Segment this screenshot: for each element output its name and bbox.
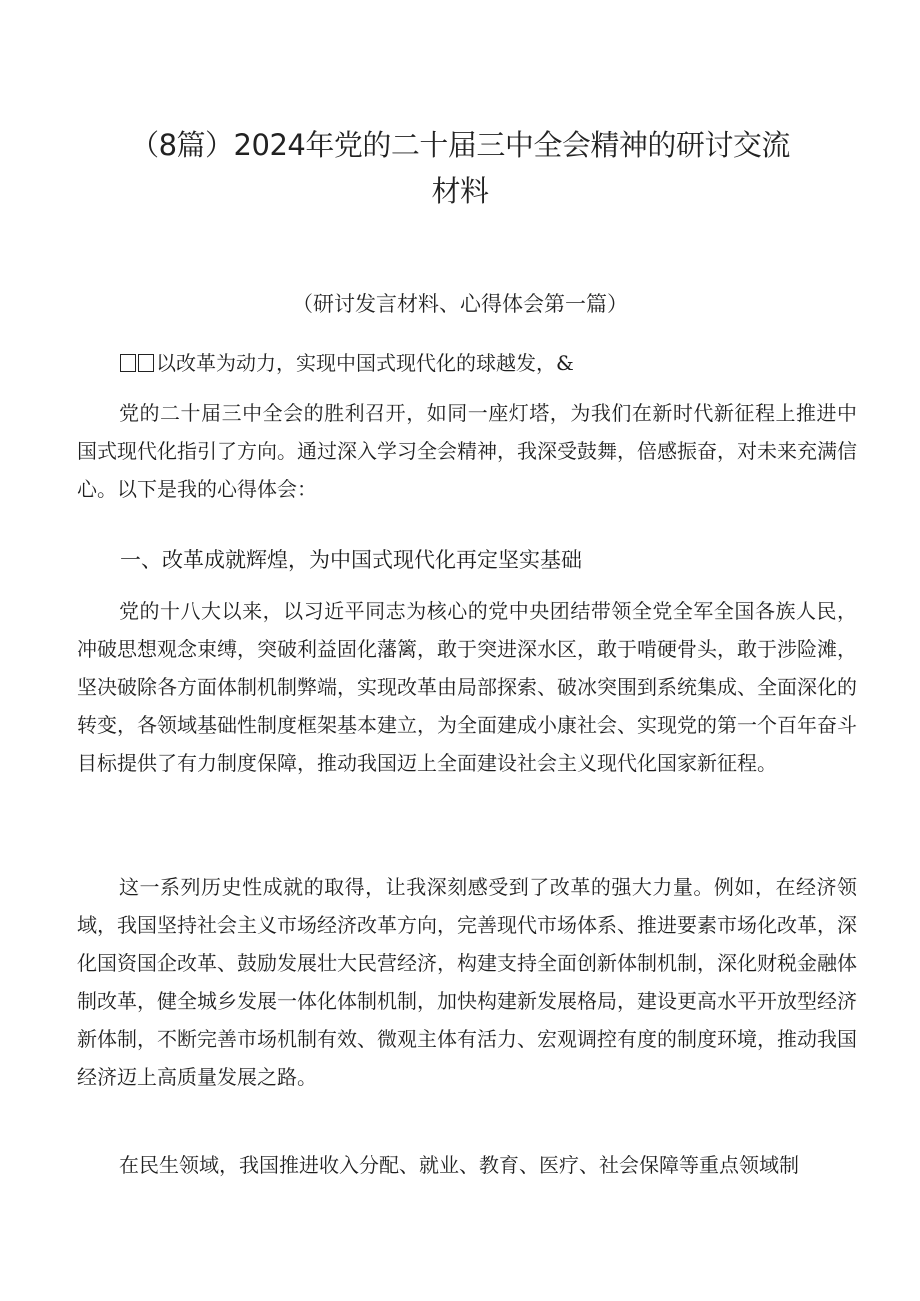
title-line-2: 材料 <box>431 174 489 208</box>
missing-glyph-boxes <box>120 347 156 383</box>
paragraph-3: 这一系列历史性成就的取得，让我深刻感受到了改革的强大力量。例如，在经济领域，我国坚持社会主义市场经济改革方向，完善现代市场体系、推进要素市场化改革，深化国资国企改革、鼓励发展壮大民营经济，构建支持全面创新体制机制，深化财税金融体制改革，健全城乡发展一体化体制机制，加快构建新发展格局，建设更高水平开放型经济新体制，不断完善市场机制有效、微观主体有活力、宏观调控有度的制度环境，推动我国经济迈上高质量发展之路。 <box>77 875 857 1089</box>
section-heading-1: 一、改革成就辉煌，为中国式现代化再定坚实基础 <box>120 548 582 572</box>
paragraph-1: 党的二十届三中全会的胜利召开，如同一座灯塔，为我们在新时代新征程上推进中国式现代化指引了方向。通过深入学习全会精神，我深受鼓舞，倍感振奋，对未来充满信心。以下是我的心得体会： <box>77 401 857 501</box>
intro-line <box>120 345 574 383</box>
title-line-1: （8篇）2024年党的二十届三中全会精神的研讨交流 <box>130 128 790 162</box>
intro-line-text: 以改革为动力，实现中国式现代化的球越发，& <box>156 351 574 375</box>
paragraph-2: 党的十八大以来，以习近平同志为核心的党中央团结带领全党全军全国各族人民，冲破思想观念束缚，突破利益固化藩篱，敢于突进深水区，敢于啃硬骨头，敢于涉险滩，坚决破除各方面体制机制弊端，实现改革由局部探索、破冰突围到系统集成、全面深化的转变，各领域基础性制度框架基本建立，为全面建成小康社会、实现党的第一个百年奋斗目标提供了有力制度保障，推动我国迈上全面建设社会主义现代化国家新征程。 <box>77 599 857 775</box>
paragraph-4: 在民生领域，我国推进收入分配、就业、教育、医疗、社会保障等重点领域制 <box>119 1153 799 1177</box>
document-subtitle: （研讨发言材料、心得体会第一篇） <box>292 292 628 316</box>
document-title <box>60 122 860 214</box>
